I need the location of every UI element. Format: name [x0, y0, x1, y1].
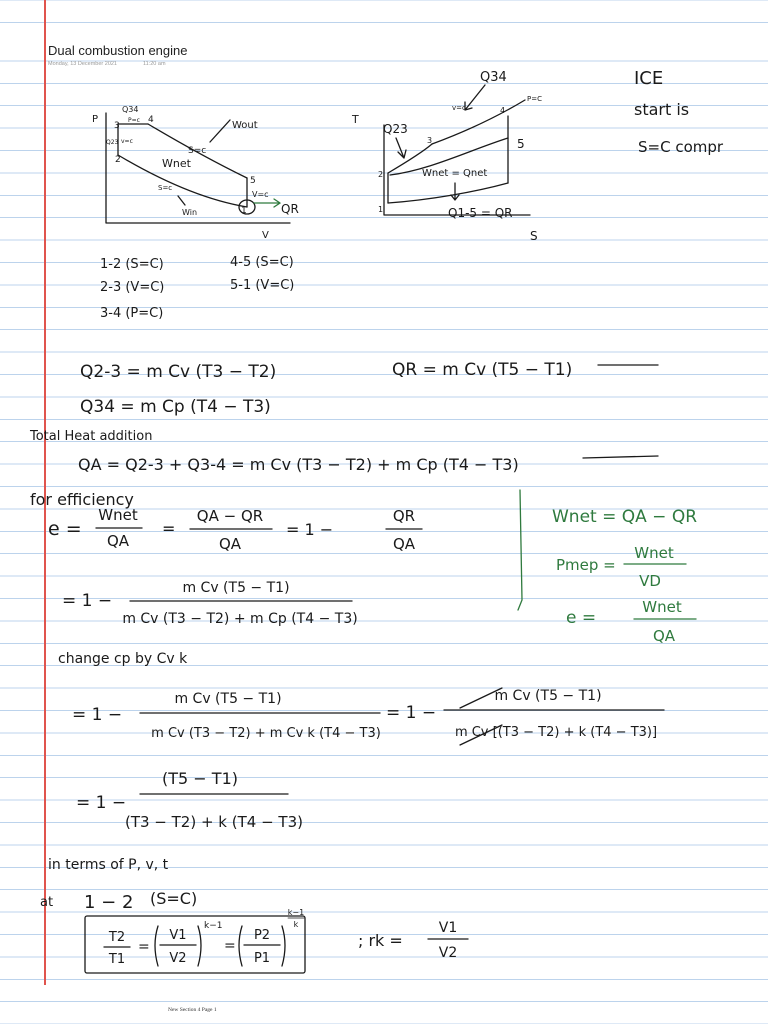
eff-frac2-num: QA − QR — [196, 507, 264, 525]
eq-qa: QA = Q2-3 + Q3-4 = m Cv (T3 − T2) + m Cp (T4 − T3) — [78, 455, 519, 474]
pv-axis-v: V — [262, 230, 269, 241]
boxed-p-den: P1 — [253, 951, 271, 966]
boxed-eq1: = — [138, 939, 150, 955]
boxed-v-num: V1 — [169, 928, 187, 943]
pv-sconst-lower: S=c — [158, 184, 173, 192]
eff4-lhs: = 1 − — [76, 793, 127, 813]
eff-frac2-den: QA — [218, 535, 242, 553]
eff3-mid: = 1 − — [386, 703, 437, 723]
pv-point-5: 5 — [250, 176, 256, 186]
ts-axis-t: T — [352, 113, 359, 126]
pv-wout-arrow — [210, 120, 230, 142]
boxed-p-num: P2 — [253, 928, 271, 943]
ts-point-3: 3 — [427, 136, 433, 145]
ts-pconst-label: P=C — [527, 95, 542, 103]
pv-q23-label: Q23 — [106, 139, 119, 146]
pv-win-arrow — [178, 196, 185, 205]
page-time: 11:20 am — [143, 61, 166, 67]
process-list — [100, 255, 294, 321]
ts-q15-arrow — [451, 183, 459, 200]
eff2-lhs: = 1 − — [62, 591, 113, 611]
efficiency-heading: for efficiency — [30, 490, 134, 509]
ts-const-p-curve — [432, 100, 525, 144]
ts-q23-label: Q23 — [383, 122, 408, 136]
at-label: at — [40, 895, 54, 910]
pv-win-label: Win — [182, 208, 198, 217]
process-item: 4-5 (S=C) — [230, 255, 294, 270]
eq-qr: QR = m Cv (T5 − T1) — [392, 360, 573, 380]
ts-reject-curve — [388, 183, 508, 203]
eff3b-num: m Cv (T5 − T1) — [494, 688, 602, 704]
pv-point-1: 1 — [241, 206, 247, 216]
eq-qa-dash — [583, 456, 658, 458]
boxed-exp1: k−1 — [204, 921, 223, 931]
side-note-line-1: ICE — [634, 68, 664, 89]
process-item: 5-1 (V=C) — [230, 278, 295, 293]
total-heat-heading: Total Heat addition — [30, 429, 153, 444]
green-pmep-den: VD — [639, 572, 661, 590]
eff3-den: m Cv (T3 − T2) + m Cv k (T4 − T3) — [151, 726, 381, 741]
ts-point-4: 4 — [500, 106, 506, 115]
green-e-den: QA — [652, 627, 676, 645]
eq-q23: Q2-3 = m Cv (T3 − T2) — [80, 362, 277, 382]
ts-point-5: 5 — [517, 137, 525, 151]
page-footer: New Section 4 Page 1 — [168, 1007, 217, 1013]
eff-frac1-den: QA — [106, 532, 130, 550]
process-item: 1-2 (S=C) — [100, 257, 164, 272]
change-cp-heading: change cp by Cv k — [58, 651, 188, 667]
eff2-den: m Cv (T3 − T2) + m Cp (T4 − T3) — [122, 611, 358, 627]
eff2-num: m Cv (T5 − T1) — [182, 580, 290, 596]
ts-axis-s: S — [530, 229, 538, 243]
process-item: 3-4 (P=C) — [100, 306, 164, 321]
pv-vconst-right: V=c — [252, 190, 269, 199]
rk-den: V2 — [438, 945, 458, 961]
pv-diagram — [92, 105, 299, 241]
ts-diagram — [351, 70, 542, 243]
at-cond: (S=C) — [150, 889, 198, 908]
side-note — [634, 68, 724, 156]
terms-heading: in terms of P, v, t — [48, 857, 169, 873]
eff-frac3-den: QA — [392, 535, 416, 553]
ts-vconst-label: v=c — [452, 104, 466, 112]
green-notes — [518, 490, 697, 645]
rk-lhs: ; rk = — [358, 931, 403, 950]
rk-num: V1 — [438, 920, 458, 936]
pv-qr-arrow — [254, 199, 280, 207]
green-pmep-num: Wnet — [634, 544, 674, 562]
pv-sconst-upper: S=c — [188, 146, 207, 156]
eff-eq2: = 1 − — [286, 520, 334, 539]
pv-point-2: 2 — [115, 155, 121, 165]
ts-q34-label: Q34 — [480, 70, 507, 85]
pv-vconst-label: v=c — [121, 138, 133, 145]
pv-q34-label: Q34 — [122, 105, 139, 114]
ts-wnet-label: Wnet = Qnet — [422, 168, 488, 179]
eff3b-den: m Cv [(T3 − T2) + k (T4 − T3)] — [454, 725, 658, 740]
boxed-exp2-num: k−1 — [287, 908, 305, 917]
side-note-line-3: S=C compr — [638, 138, 724, 156]
pv-axes — [106, 113, 290, 223]
ts-point-2: 2 — [378, 170, 384, 179]
pv-wnet-label: Wnet — [162, 157, 191, 170]
eff-eq1: = — [162, 519, 176, 538]
green-e-lhs: e = — [566, 608, 597, 628]
green-wnet: Wnet = QA − QR — [552, 507, 698, 527]
process-item: 2-3 (V=C) — [100, 280, 165, 295]
pv-point-3: 3 — [114, 121, 120, 131]
eff4-den: (T3 − T2) + k (T4 − T3) — [124, 813, 304, 831]
green-e-num: Wnet — [642, 598, 682, 616]
boxed-lhs-num: T2 — [108, 930, 126, 945]
eff4-num: (T5 − T1) — [162, 769, 238, 788]
boxed-v-den: V2 — [169, 951, 187, 966]
green-divider — [518, 490, 522, 610]
ts-q15-label: Q1-5 = QR — [448, 206, 513, 220]
pv-pconst-label: P=c — [128, 117, 140, 124]
eff3-num: m Cv (T5 − T1) — [174, 691, 282, 707]
ts-q34-arrow — [465, 85, 485, 110]
page-title: Dual combustion engine — [48, 43, 188, 58]
page-date: Monday, 13 December 2021 — [48, 61, 117, 67]
boxed-lhs-den: T1 — [108, 952, 126, 967]
eff3-lhs: = 1 − — [72, 705, 123, 725]
pv-wout-label: Wout — [232, 120, 258, 131]
pv-qr-label: QR — [281, 202, 299, 216]
boxed-exp2-den: k — [293, 920, 299, 929]
eff-frac3-num: QR — [392, 507, 416, 525]
green-pmep-lhs: Pmep = — [556, 556, 616, 574]
ts-q23-arrow — [396, 138, 406, 158]
side-note-line-2: start is — [634, 100, 690, 119]
eff-frac1-num: Wnet — [98, 506, 138, 524]
boxed-eq2: = — [224, 938, 236, 954]
pv-axis-p: P — [92, 114, 99, 125]
at-process: 1 − 2 — [84, 892, 134, 913]
pv-point-4: 4 — [148, 115, 154, 125]
eq-q34: Q34 = m Cp (T4 − T3) — [80, 397, 271, 417]
eff-lhs: e = — [48, 518, 82, 540]
ts-point-1: 1 — [378, 205, 384, 214]
